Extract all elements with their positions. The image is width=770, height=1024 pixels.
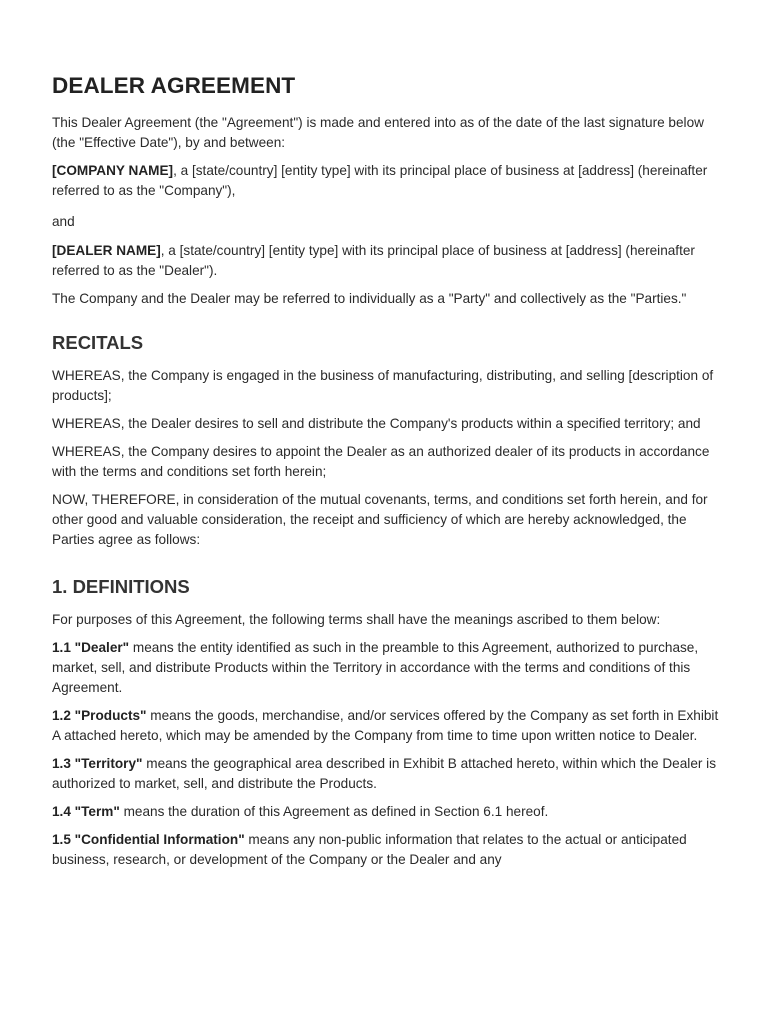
recitals-heading: RECITALS — [52, 332, 144, 353]
definition-item — [52, 802, 724, 822]
definition-term: 1.4 "Term" — [52, 804, 120, 819]
definitions-intro: For purposes of this Agreement, the following terms shall have the meanings ascribed to them below: — [52, 612, 661, 627]
definition-term: 1.5 "Confidential Information" — [52, 832, 245, 847]
definition-term: 1.3 "Territory" — [52, 756, 143, 771]
intro-paragraph: This Dealer Agreement (the "Agreement") is made and entered into as of the date of the last signature below (the "Effective Date"), by and between: — [52, 115, 704, 150]
recital-paragraph: WHEREAS, the Company desires to appoint the Dealer as an authorized dealer of its products in accordance with the terms and conditions set forth herein; — [52, 444, 710, 479]
company-name: [COMPANY NAME] — [52, 163, 174, 178]
document-title: DEALER AGREEMENT — [52, 73, 296, 98]
recital-paragraph: NOW, THEREFORE, in consideration of the mutual covenants, terms, and conditions set forth herein, and for other good and valuable consideration, the receipt and sufficiency of which are hereby acknowledged, the Parties agree as follows: — [52, 492, 708, 547]
definition-item — [52, 754, 724, 794]
definition-item — [52, 638, 724, 698]
definition-text: means the geographical area described in Exhibit B attached hereto, within which the Dealer is authorized to market, sell, and distribute the Products. — [52, 756, 717, 791]
definition-text: means the duration of this Agreement as defined in Section 6.1 hereof. — [119, 804, 549, 819]
dealer-description: , a [state/country] [entity type] with its principal place of business at [address] (hereinafter referred to as the "Dealer"). — [52, 243, 695, 278]
definition-text: means the goods, merchandise, and/or services offered by the Company as set forth in Exhibit A attached hereto, which may be amended by the Company from time to time upon written notice to Dealer. — [52, 708, 719, 743]
recital-paragraph: WHEREAS, the Company is engaged in the business of manufacturing, distributing, and selling [description of products]; — [52, 368, 714, 403]
recital-paragraph: WHEREAS, the Dealer desires to sell and distribute the Company's products within a specified territory; and — [52, 416, 701, 431]
definition-term: 1.2 "Products" — [52, 708, 147, 723]
and-paragraph: and — [52, 214, 75, 229]
company-description: , a [state/country] [entity type] with its principal place of business at [address] (hereinafter referred to as the "Company"), — [52, 163, 708, 198]
definition-item — [52, 706, 724, 746]
parties-paragraph: The Company and the Dealer may be referred to individually as a "Party" and collectively as the "Parties." — [52, 291, 687, 306]
definition-text: means any non-public information that relates to the actual or anticipated business, research, or development of the Company or the Dealer and any — [52, 832, 687, 867]
company-party-paragraph — [52, 161, 724, 201]
definitions-heading: 1. DEFINITIONS — [52, 576, 190, 597]
dealer-party-paragraph — [52, 241, 724, 281]
definition-item — [52, 830, 724, 870]
definition-text: means the entity identified as such in the preamble to this Agreement, authorized to purchase, market, sell, and distribute Products within the Territory in accordance with the terms and conditions of this Agreement. — [52, 640, 699, 695]
dealer-name: [DEALER NAME] — [52, 243, 161, 258]
definition-term: 1.1 "Dealer" — [52, 640, 130, 655]
